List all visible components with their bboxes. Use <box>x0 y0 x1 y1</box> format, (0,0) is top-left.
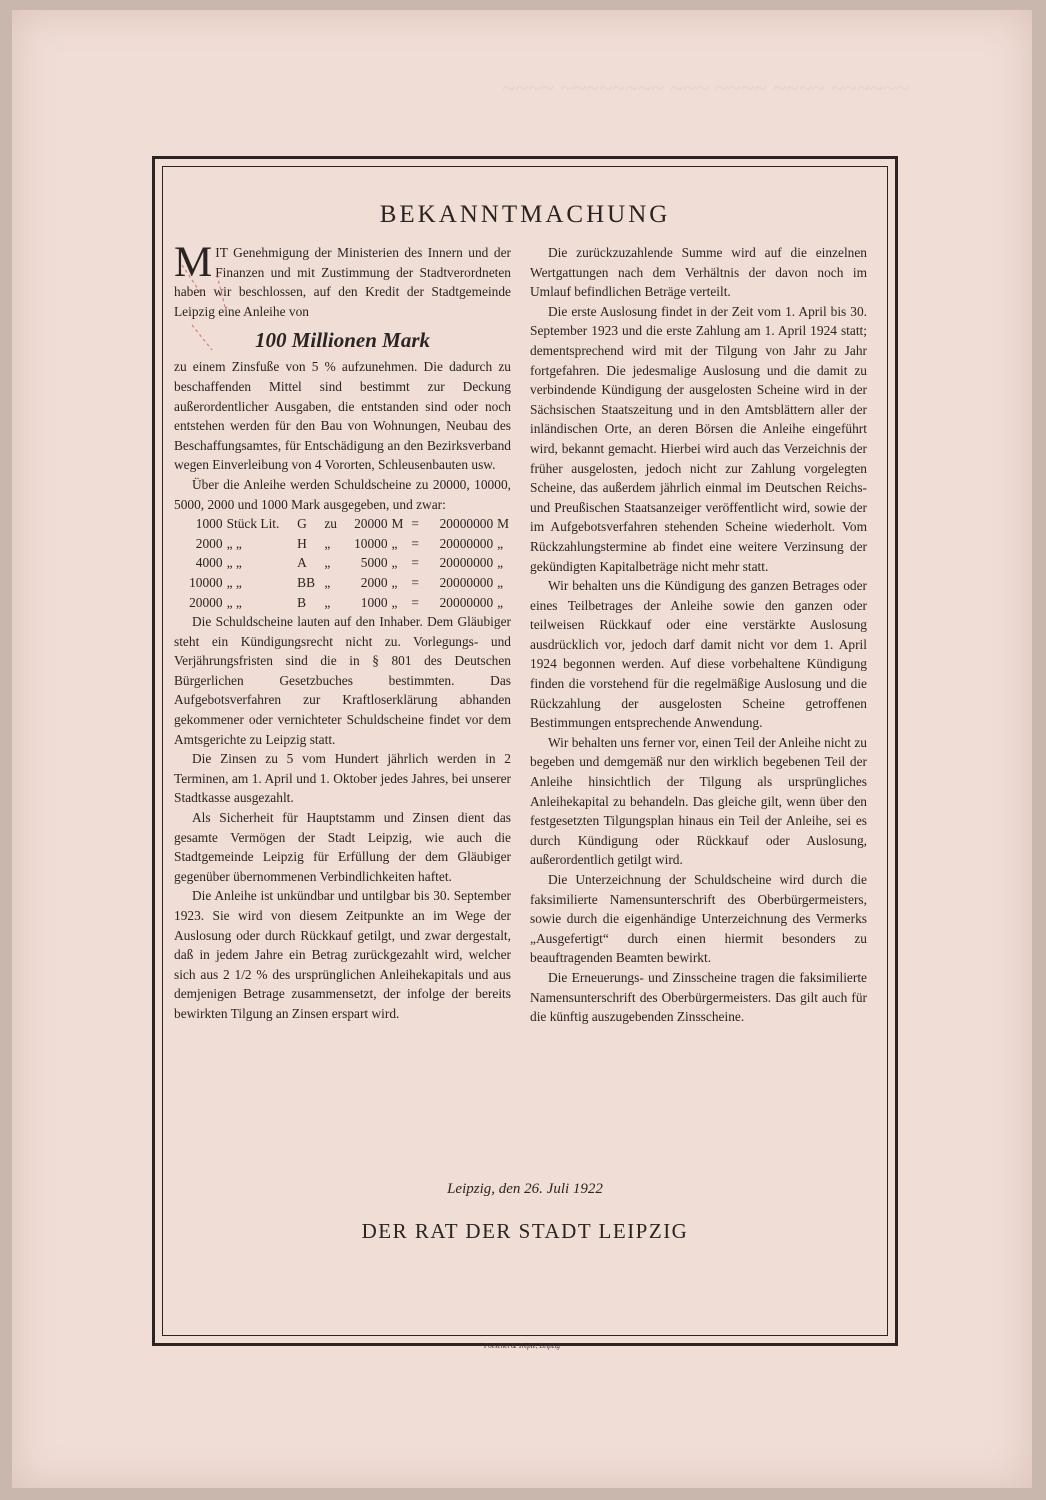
right-paragraph-3: Wir behalten uns die Kündigung des ganzen Betrages oder eines Teilbetrages der Anleihe sowie den ganzen oder teilweisen Rückkauf oder eine verstärkte Auslosung ausdrücklich vor, jedoch darf damit nicht vor dem 1. April 1924 begonnen werden. Auf diese vorbehaltene Kündigung finden die vorstehend für die regelmäßige Auslosung und die Rückzahlung der ausgelosten Scheine getroffenen Bestimmungen entsprechende Anwendung. <box>530 578 867 731</box>
denomination-unit: „ „ <box>226 574 242 590</box>
left-paragraph-4: Die Zinsen zu 5 vom Hundert jährlich werden in 2 Terminen, am 1. April und 1. Oktober jedes Jahres, bei unserer Stadtkasse ausgezahlt. <box>174 751 511 806</box>
denomination-lit: G <box>297 516 307 532</box>
denomination-cur: „ <box>391 555 398 571</box>
left-paragraph-6: Die Anleihe ist unkündbar und untilgbar bis 30. September 1923. Sie wird von diesem Zeitpunkte an im Wege der Auslosung oder durch Rückkauf getilgt, und zwar dergestalt, daß in jedem Jahre ein Betrag zurückgezahlt wird, welcher sich aus 2 1/2 % des ursprünglichen Anleihekapitals und aus demjenigen Betrage zusammensetzt, der infolge der bereits bewirkten Tilgung an Zinsen erspart wird. <box>174 888 511 1021</box>
right-column <box>530 243 867 1027</box>
right-paragraph-4: Wir behalten uns ferner vor, einen Teil der Anleihe nicht zu begeben und demgemäß nur den wirklich begebenen Teil der Anleihe hinsichtlich der Tilgung als ursprüngliches Anleihekapital zu behandeln. Das gleiche gilt, wenn über den festgesetzten Tilgungsplan hinaus ein Teil der Anleihe, sei es durch Kündigung oder Rückkauf oder Auslosung, außerordentlich getilgt wird. <box>530 734 867 868</box>
right-paragraph-1: Die zurückzuzahlende Summe wird auf die einzelnen Wertgattungen nach dem Verhältnis der davon noch im Umlauf befindlichen Beträge verteilt. <box>530 245 867 300</box>
denomination-unit: „ „ <box>226 555 242 571</box>
denomination-tcur: „ <box>497 535 504 551</box>
denomination-tcur: M <box>497 516 510 532</box>
left-paragraph-3: Die Schuldscheine lauten auf den Inhaber. Dem Gläubiger steht ein Kündigungsrecht nicht zu. Vorlegungs- und Verjährungsfristen sind die in § 801 des Deutschen Bürgerlichen Gesetzbuches bestimmten. Das Aufgebotsverfahren zur Kraftloserklärung abhanden gekommener oder vernichteter Schuldscheine findet vor dem Amtsgerichte zu Leipzig statt. <box>174 614 511 747</box>
show-through-watermark <box>72 68 972 115</box>
red-stamp-mark <box>172 255 252 365</box>
denomination-val: 1000 <box>360 594 388 610</box>
issuer-signature: DER RAT DER STADT LEIPZIG <box>361 1219 689 1243</box>
denomination-eq: = <box>411 516 419 532</box>
denomination-unit: „ „ <box>226 535 242 551</box>
drop-cap: M <box>174 239 213 286</box>
denomination-cur: „ <box>391 535 398 551</box>
loan-amount: 100 Millionen Mark <box>254 328 431 353</box>
document-sheet <box>12 10 1032 1488</box>
show-through-image <box>72 68 972 108</box>
document-heading: BEKANNTMACHUNG <box>379 201 671 228</box>
denomination-total: 20000000 <box>439 574 494 590</box>
denomination-zu: „ <box>324 574 331 590</box>
right-paragraph-2: Die erste Auslosung findet in der Zeit vom 1. April bis 30. September 1923 und die erste Zahlung am 1. April 1924 statt; dementsprechend wird mit der Tilgung von Jahr zu Jahr fortgefahren. Die jedesmalige Auslosung und die damit zu verbindende Kündigung der ausgelosten Scheine wird in der Sächsischen Staatszeitung und in den Amtsblättern aller der inländischen Orte, an deren Börsen die Anleihe eingeführt wird, bekannt gemacht. Hierbei wird auch das Verzeichnis der früher ausgelosten, jedoch nicht zur Zahlung vorgelegten Scheine, das außerdem jährlich einmal im Deutschen Reichs- und Preußischen Staatsanzeiger veröffentlicht wird, sowie der im Aufgebotsverfahren stehenden Scheine wiederholt. Vom Rückzahlungstermine ab findet eine weitere Verzinsung der gekündigten Kapitalbeträge nicht mehr statt. <box>530 303 867 574</box>
right-paragraph-6: Die Erneuerungs- und Zinsscheine tragen die faksimilierte Namensunterschrift des Oberbürgermeisters. Das gilt auch für die künftig auszugebenden Zinsscheine. <box>530 969 867 1025</box>
denomination-val: 20000 <box>354 516 388 532</box>
denomination-tcur: „ <box>497 555 504 571</box>
denomination-eq: = <box>411 594 419 610</box>
denomination-row <box>178 573 515 593</box>
denomination-total: 20000000 <box>439 555 494 571</box>
denomination-total: 20000000 <box>439 516 494 532</box>
denomination-qty: 20000 <box>189 594 223 610</box>
left-paragraph-1: zu einem Zinsfuße von 5 % aufzunehmen. Die dadurch zu beschaffenden Mittel sind bestimmt zur Deckung außerordentlicher Ausgaben, die entstanden sind oder noch entstehen werden für den Bau von Wohnungen, Neubau des Beschaffungsamtes, für Entschädigung an den Bezirksverband wegen Einverleibung von 4 Vororten, Schleusenbauten usw. <box>174 359 511 473</box>
denomination-cur: „ <box>391 594 398 610</box>
denomination-row <box>178 553 515 573</box>
denomination-cur: „ <box>391 574 398 590</box>
intro-text: IT Genehmigung der Ministerien des Innern und der Finanzen und mit Zustimmung der Stadtverordneten haben wir beschlossen, auf den Kredit der Stadtgemeinde Leipzig eine Anleihe von <box>174 245 511 319</box>
denomination-row <box>178 514 515 534</box>
denomination-lit: H <box>297 535 307 551</box>
denomination-lit: B <box>297 594 307 610</box>
denomination-unit: „ „ <box>226 594 242 610</box>
denomination-lit: BB <box>297 574 316 590</box>
denomination-cur: M <box>391 516 404 532</box>
denomination-lit: A <box>297 555 307 571</box>
right-paragraph-5: Die Unterzeichnung der Schuldscheine wird durch die faksimilierte Namensunterschrift des Oberbürgermeisters, sowie durch die eigenhändige Unterzeichnung des Vermerks „Ausgefertigt“ durch einen hiermit besonders zu beauftragenden Beamten bewirkt. <box>530 872 867 966</box>
denomination-val: 5000 <box>360 555 388 571</box>
document-border <box>152 156 898 1346</box>
denomination-zu: zu <box>324 516 337 532</box>
left-paragraph-5: Als Sicherheit für Hauptstamm und Zinsen dient das gesamte Vermögen der Stadt Leipzig, wie auch die Stadtgemeinde Leipzig für Erfüllung der dem Gläubiger gegenüber übernommenen Verbindlichkeiten haftet. <box>174 810 511 884</box>
denomination-qty: 10000 <box>189 574 223 590</box>
denomination-tcur: „ <box>497 574 504 590</box>
denomination-total: 20000000 <box>439 594 494 610</box>
denomination-row <box>178 593 515 613</box>
denomination-zu: „ <box>324 535 331 551</box>
denomination-val: 10000 <box>354 535 388 551</box>
left-paragraph-2: Über die Anleihe werden Schuldscheine zu 20000, 10000, 5000, 2000 und 1000 Mark ausgegeben, und zwar: <box>174 476 511 512</box>
denomination-tcur: „ <box>497 594 504 610</box>
denomination-eq: = <box>411 574 419 590</box>
denomination-qty: 2000 <box>195 535 223 551</box>
denomination-qty: 4000 <box>195 555 223 571</box>
denomination-total: 20000000 <box>439 535 494 551</box>
denomination-val: 2000 <box>360 574 388 590</box>
denomination-eq: = <box>411 555 419 571</box>
denomination-unit: Stück Lit. <box>226 516 280 532</box>
issue-date: Leipzig, den 26. Juli 1922 <box>447 1181 603 1197</box>
denomination-eq: = <box>411 535 419 551</box>
printer-imprint: Poeschel & Trepte, Leipzig <box>484 1342 560 1350</box>
denomination-zu: „ <box>324 555 331 571</box>
bond-denomination-table <box>178 514 515 612</box>
denomination-qty: 1000 <box>195 516 223 532</box>
denomination-row <box>178 534 515 554</box>
denomination-zu: „ <box>324 594 331 610</box>
svg-text:~~~~ ~~~~~~~~ ~~~ ~~~~ ~~~~ ~~: ~~~~ ~~~~~~~~ ~~~ ~~~~ ~~~~ ~~~~~~ <box>502 76 909 102</box>
